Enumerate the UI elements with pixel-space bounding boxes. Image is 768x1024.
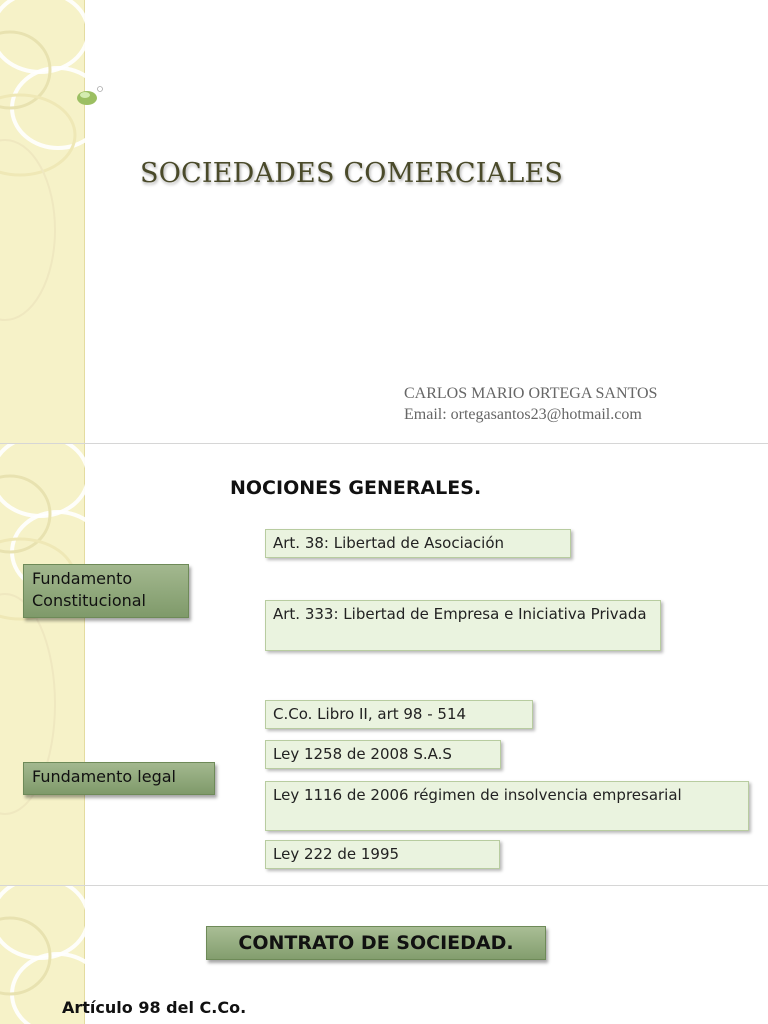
slide-contrato <box>0 886 768 1024</box>
constitutional-label: Fundamento Constitucional <box>23 564 189 618</box>
legal-item: C.Co. Libro II, art 98 - 514 <box>265 700 533 729</box>
presentation-title: SOCIEDADES COMERCIALES <box>140 158 564 189</box>
legal-label: Fundamento legal <box>23 762 215 795</box>
author-email: Email: ortegasantos23@hotmail.com <box>404 406 642 423</box>
constitutional-item: Art. 38: Libertad de Asociación <box>265 529 571 558</box>
decorative-circle-icon <box>0 444 110 885</box>
slide-title <box>0 0 768 443</box>
section-heading: NOCIONES GENERALES. <box>230 477 482 499</box>
legal-item: Ley 1116 de 2006 régimen de insolvencia empresarial <box>265 781 749 831</box>
article-reference: Artículo 98 del C.Co. <box>62 998 247 1017</box>
legal-item: Ley 1258 de 2008 S.A.S <box>265 740 501 769</box>
decorative-strip <box>0 0 85 443</box>
decorative-strip <box>0 444 85 885</box>
green-bead-icon <box>0 0 110 120</box>
author-name: CARLOS MARIO ORTEGA SANTOS <box>404 385 658 402</box>
author-block <box>404 383 657 425</box>
legal-item: Ley 222 de 1995 <box>265 840 500 869</box>
contract-heading: CONTRATO DE SOCIEDAD. <box>206 926 546 960</box>
constitutional-item: Art. 333: Libertad de Empresa e Iniciativa Privada <box>265 600 661 651</box>
slide-nociones <box>0 444 768 885</box>
